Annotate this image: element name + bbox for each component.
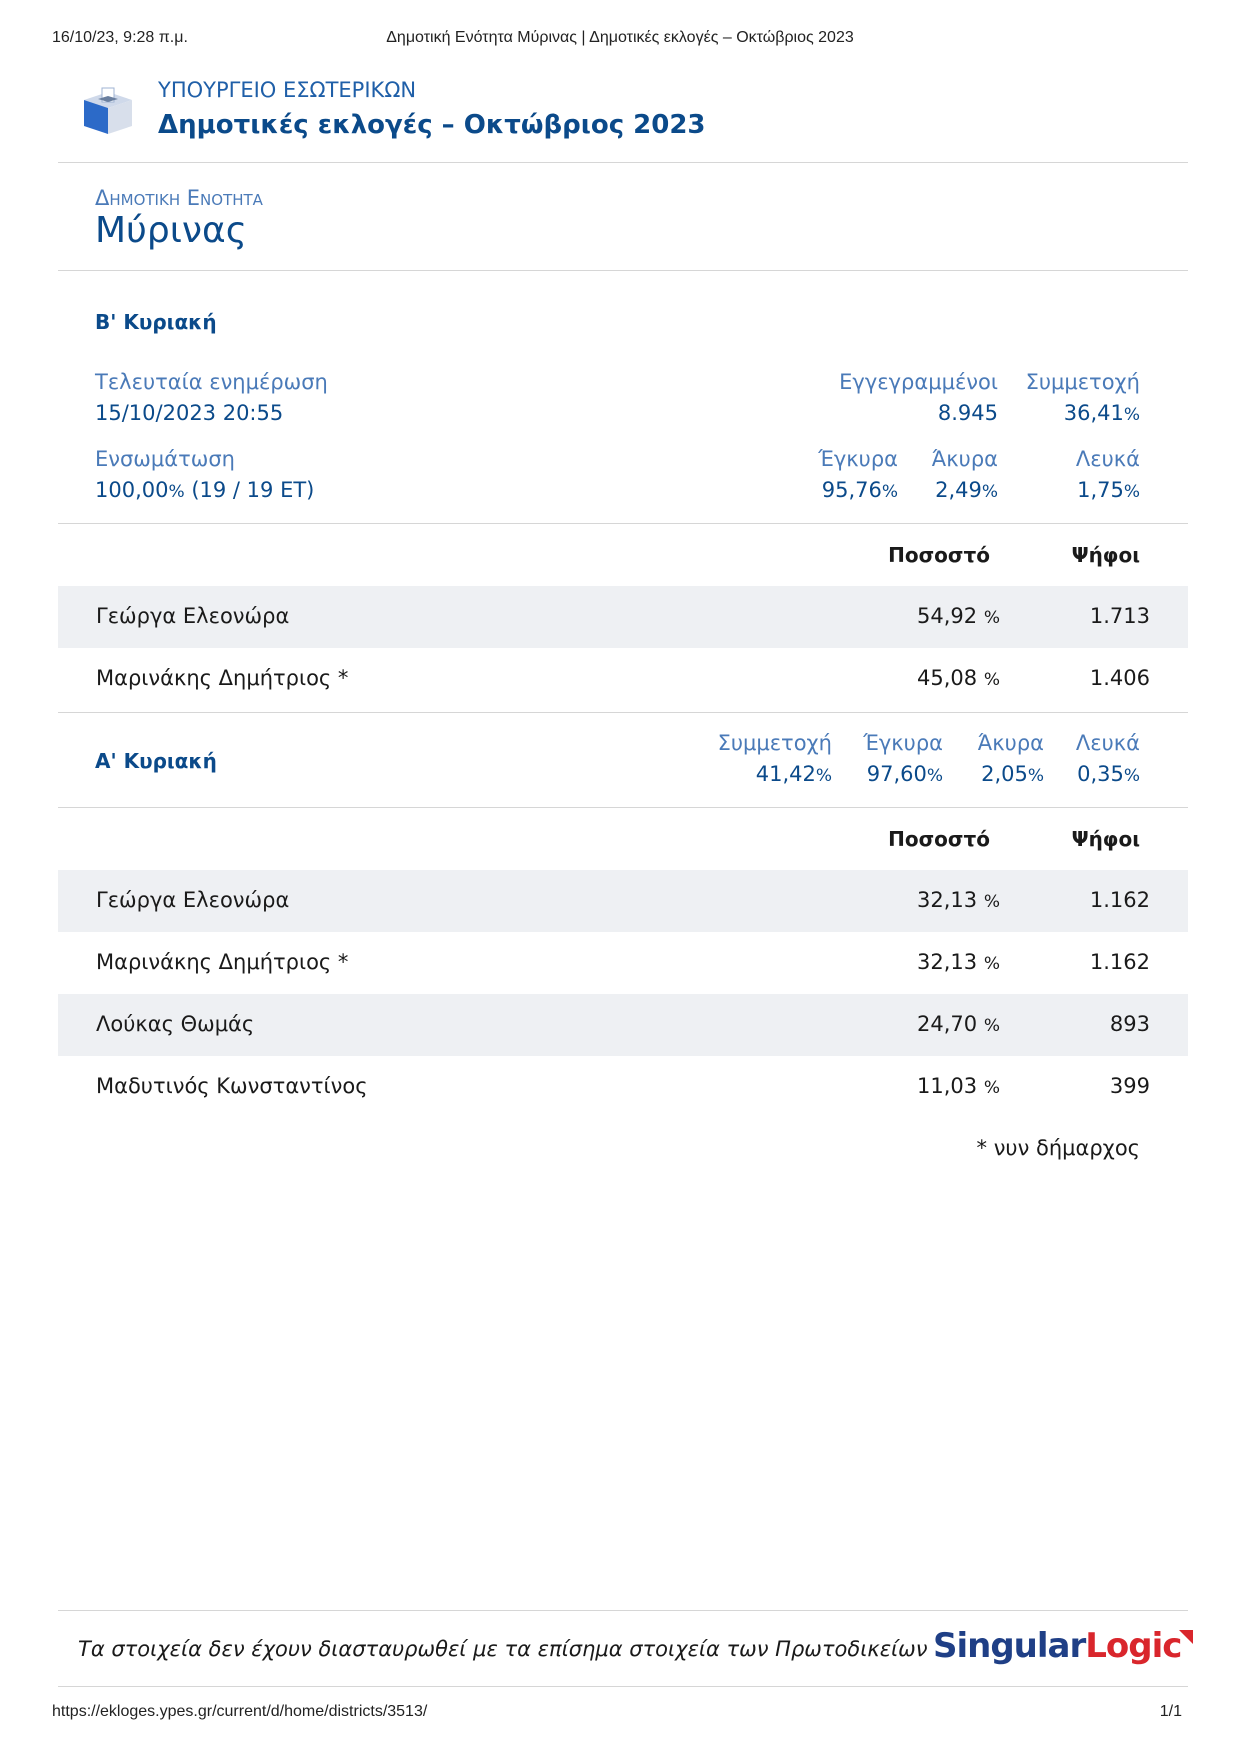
district-name: Μύρινας: [95, 210, 247, 251]
divider: [58, 1610, 1188, 1611]
table-row: Γεώργα Ελεονώρα 54,92 % 1.713: [58, 586, 1188, 648]
divider: [58, 523, 1188, 524]
table-row: Μαρινάκης Δημήτριος * 32,13 % 1.162: [96, 950, 1150, 974]
print-url[interactable]: https://ekloges.ypes.gr/current/d/home/districts/3513/: [52, 1703, 428, 1720]
print-datetime: 16/10/23, 9:28 π.μ.: [52, 29, 188, 46]
r1-invalid-value: 2,05%: [981, 762, 1044, 786]
last-update-value: 15/10/2023 20:55: [95, 401, 284, 425]
col-header-votes: Ψήφοι: [1071, 543, 1140, 567]
blank-value: 1,75%: [1077, 478, 1140, 502]
table-row: Μαρινάκης Δημήτριος * 45,08 % 1.406: [96, 666, 1150, 690]
invalid-label: Άκυρα: [931, 447, 998, 471]
election-title[interactable]: Δημοτικές εκλογές – Οκτώβριος 2023: [158, 110, 706, 140]
divider: [58, 162, 1188, 163]
invalid-value: 2,49%: [935, 478, 998, 502]
table-row: Λούκας Θωμάς 24,70 % 893: [58, 994, 1188, 1056]
round2-title: Β' Κυριακή: [95, 310, 217, 334]
registered-label: Εγγεγραμμένοι: [839, 370, 998, 394]
divider: [58, 807, 1188, 808]
ballot-box-icon: [82, 86, 134, 136]
integration-value: 100,00% (19 / 19 ΕΤ): [95, 478, 315, 502]
print-doc-title: Δημοτική Ενότητα Μύρινας | Δημοτικές εκλογές – Οκτώβριος 2023: [386, 29, 854, 46]
valid-label: Έγκυρα: [818, 447, 898, 471]
last-update-label: Τελευταία ενημέρωση: [95, 370, 328, 394]
table-row: Μαδυτινός Κωνσταντίνος 11,03 % 399: [96, 1074, 1150, 1098]
col-header-votes: Ψήφοι: [1071, 827, 1140, 851]
logo-corner-icon: [1179, 1630, 1193, 1644]
divider: [58, 712, 1188, 713]
ministry-label: ΥΠΟΥΡΓΕΙΟ ΕΣΩΤΕΡΙΚΩΝ: [158, 78, 417, 102]
singularlogic-logo[interactable]: SingularLogic: [933, 1626, 1181, 1666]
turnout-label: Συμμετοχή: [1025, 370, 1140, 394]
valid-value: 95,76%: [821, 478, 898, 502]
round1-title: Α' Κυριακή: [95, 749, 217, 773]
divider: [58, 270, 1188, 271]
r1-turnout-label: Συμμετοχή: [717, 731, 832, 755]
divider: [58, 1686, 1188, 1687]
r1-valid-value: 97,60%: [866, 762, 943, 786]
footer-disclaimer: Τα στοιχεία δεν έχουν διασταυρωθεί με τα επίσημα στοιχεία των Πρωτοδικείων: [78, 1637, 928, 1661]
r1-valid-label: Έγκυρα: [863, 731, 943, 755]
registered-value: 8.945: [937, 401, 998, 425]
turnout-value: 36,41%: [1063, 401, 1140, 425]
table-row: Γεώργα Ελεονώρα 32,13 % 1.162: [58, 870, 1188, 932]
print-page-number: 1/1: [1159, 1703, 1182, 1720]
col-header-pct: Ποσοστό: [888, 827, 990, 851]
footnote: * νυν δήμαρχος: [976, 1136, 1140, 1160]
r1-invalid-label: Άκυρα: [977, 731, 1044, 755]
col-header-pct: Ποσοστό: [888, 543, 990, 567]
r1-blank-value: 0,35%: [1077, 762, 1140, 786]
integration-label: Ενσωμάτωση: [95, 447, 235, 471]
r1-turnout-value: 41,42%: [755, 762, 832, 786]
r1-blank-label: Λευκά: [1075, 731, 1140, 755]
blank-label: Λευκά: [1075, 447, 1140, 471]
district-type-label: Δημοτικη Ενοτητα: [95, 186, 263, 210]
